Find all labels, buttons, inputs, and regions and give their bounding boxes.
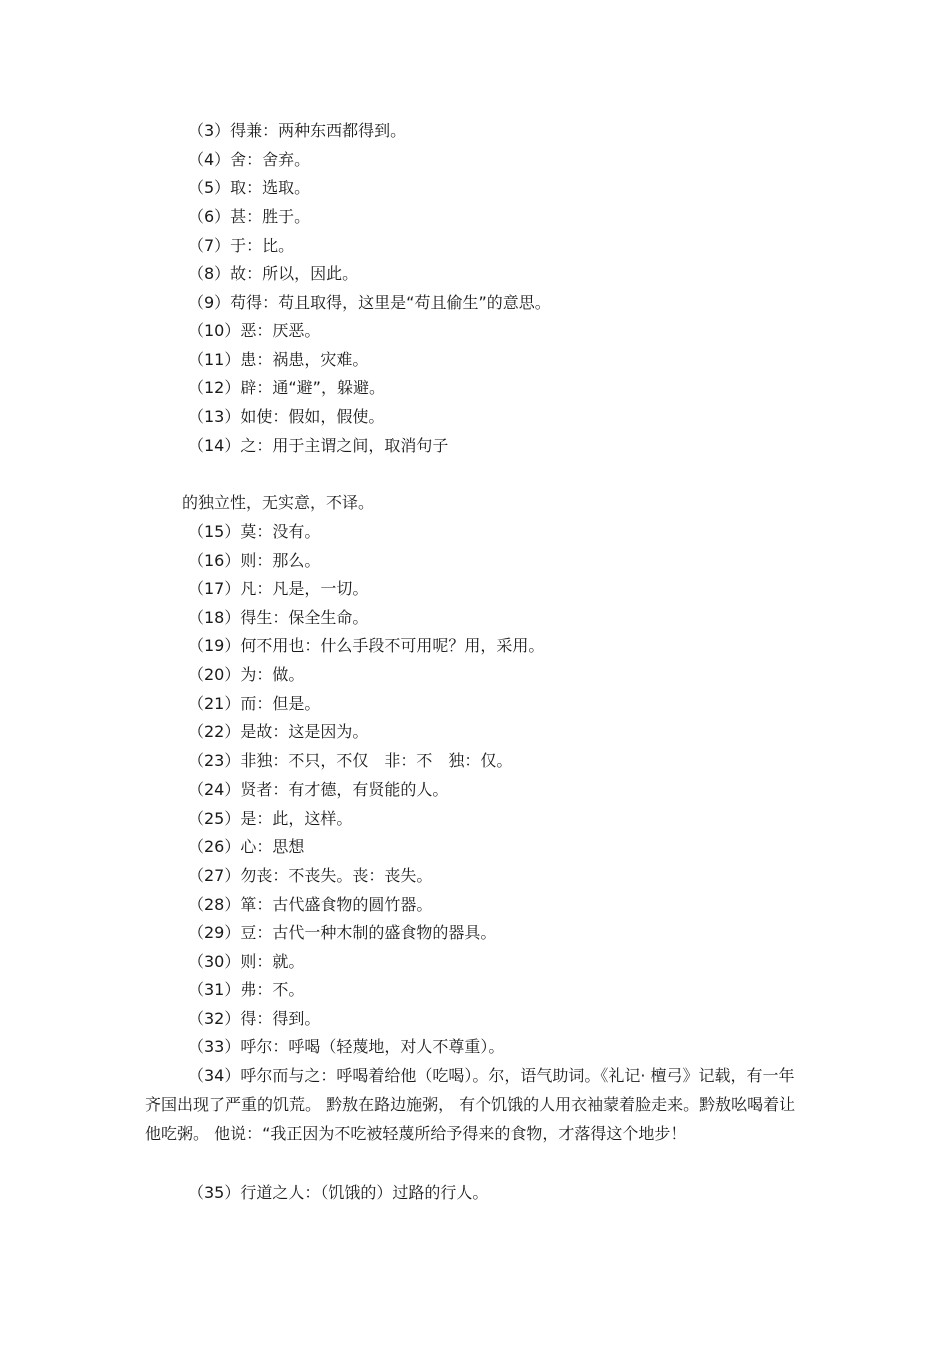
note-line: （3）得兼：两种东西都得到。 bbox=[188, 121, 407, 140]
note-line: （6）甚：胜于。 bbox=[188, 207, 311, 226]
note-continuation: 的独立性，无实意，不译。 bbox=[182, 493, 375, 512]
note-line: （32）得：得到。 bbox=[188, 1009, 321, 1028]
note-line: （11）患：祸患，灾难。 bbox=[188, 350, 369, 369]
note-line: （12）辟：通“避”，躲避。 bbox=[188, 378, 385, 397]
note-line: （26）心：思想 bbox=[188, 837, 305, 856]
note-line: （31）弗：不。 bbox=[188, 980, 305, 999]
note-34-text: （34）呼尔而与之：呼喝着给他（吃喝）。尔，语气助词。《礼记· 檀弓》记载，有一年齐国出现了严重的饥荒。 黔敖在路边施粥， 有个饥饿的人用衣袖蒙着脸走来。黔敖吆喝着让他吃粥。 他说：“我正因为不吃被轻蔑所给予得来的食物，才落得这个地步！ bbox=[145, 1066, 796, 1143]
note-line: （10）恶：厌恶。 bbox=[188, 321, 321, 340]
note-line: （30）则：就。 bbox=[188, 952, 305, 971]
note-line: （21）而：但是。 bbox=[188, 694, 321, 713]
note-line: （22）是故：这是因为。 bbox=[188, 722, 369, 741]
note-line: （27）勿丧：不丧失。丧：丧失。 bbox=[188, 866, 433, 885]
note-line: （29）豆：古代一种木制的盛食物的器具。 bbox=[188, 923, 497, 942]
note-line: （7）于：比。 bbox=[188, 236, 295, 255]
note-line: （35）行道之人：（饥饿的）过路的行人。 bbox=[188, 1183, 489, 1202]
note-line: （25）是：此，这样。 bbox=[188, 809, 353, 828]
note-line: （28）箪：古代盛食物的圆竹器。 bbox=[188, 895, 433, 914]
note-line: （18）得生：保全生命。 bbox=[188, 608, 369, 627]
note-line: （15）莫：没有。 bbox=[188, 522, 321, 541]
note-paragraph bbox=[145, 1061, 805, 1148]
note-line: （4）舍：舍弃。 bbox=[188, 150, 311, 169]
note-line: （23）非独：不只，不仅 非：不 独：仅。 bbox=[188, 751, 513, 770]
note-line: （20）为：做。 bbox=[188, 665, 305, 684]
note-line: （8）故：所以，因此。 bbox=[188, 264, 359, 283]
note-line: （19）何不用也：什么手段不可用呢？用，采用。 bbox=[188, 636, 545, 655]
note-line: （33）呼尔：呼喝（轻蔑地，对人不尊重）。 bbox=[188, 1037, 505, 1056]
note-line: （16）则：那么。 bbox=[188, 551, 321, 570]
note-line: （13）如使：假如，假使。 bbox=[188, 407, 385, 426]
note-line: （24）贤者：有才德，有贤能的人。 bbox=[188, 780, 449, 799]
note-line: （14）之：用于主谓之间，取消句子 bbox=[188, 436, 449, 455]
note-line: （5）取：选取。 bbox=[188, 178, 311, 197]
note-line: （17）凡：凡是，一切。 bbox=[188, 579, 369, 598]
note-line: （9）苟得：苟且取得，这里是“苟且偷生”的意思。 bbox=[188, 293, 551, 312]
